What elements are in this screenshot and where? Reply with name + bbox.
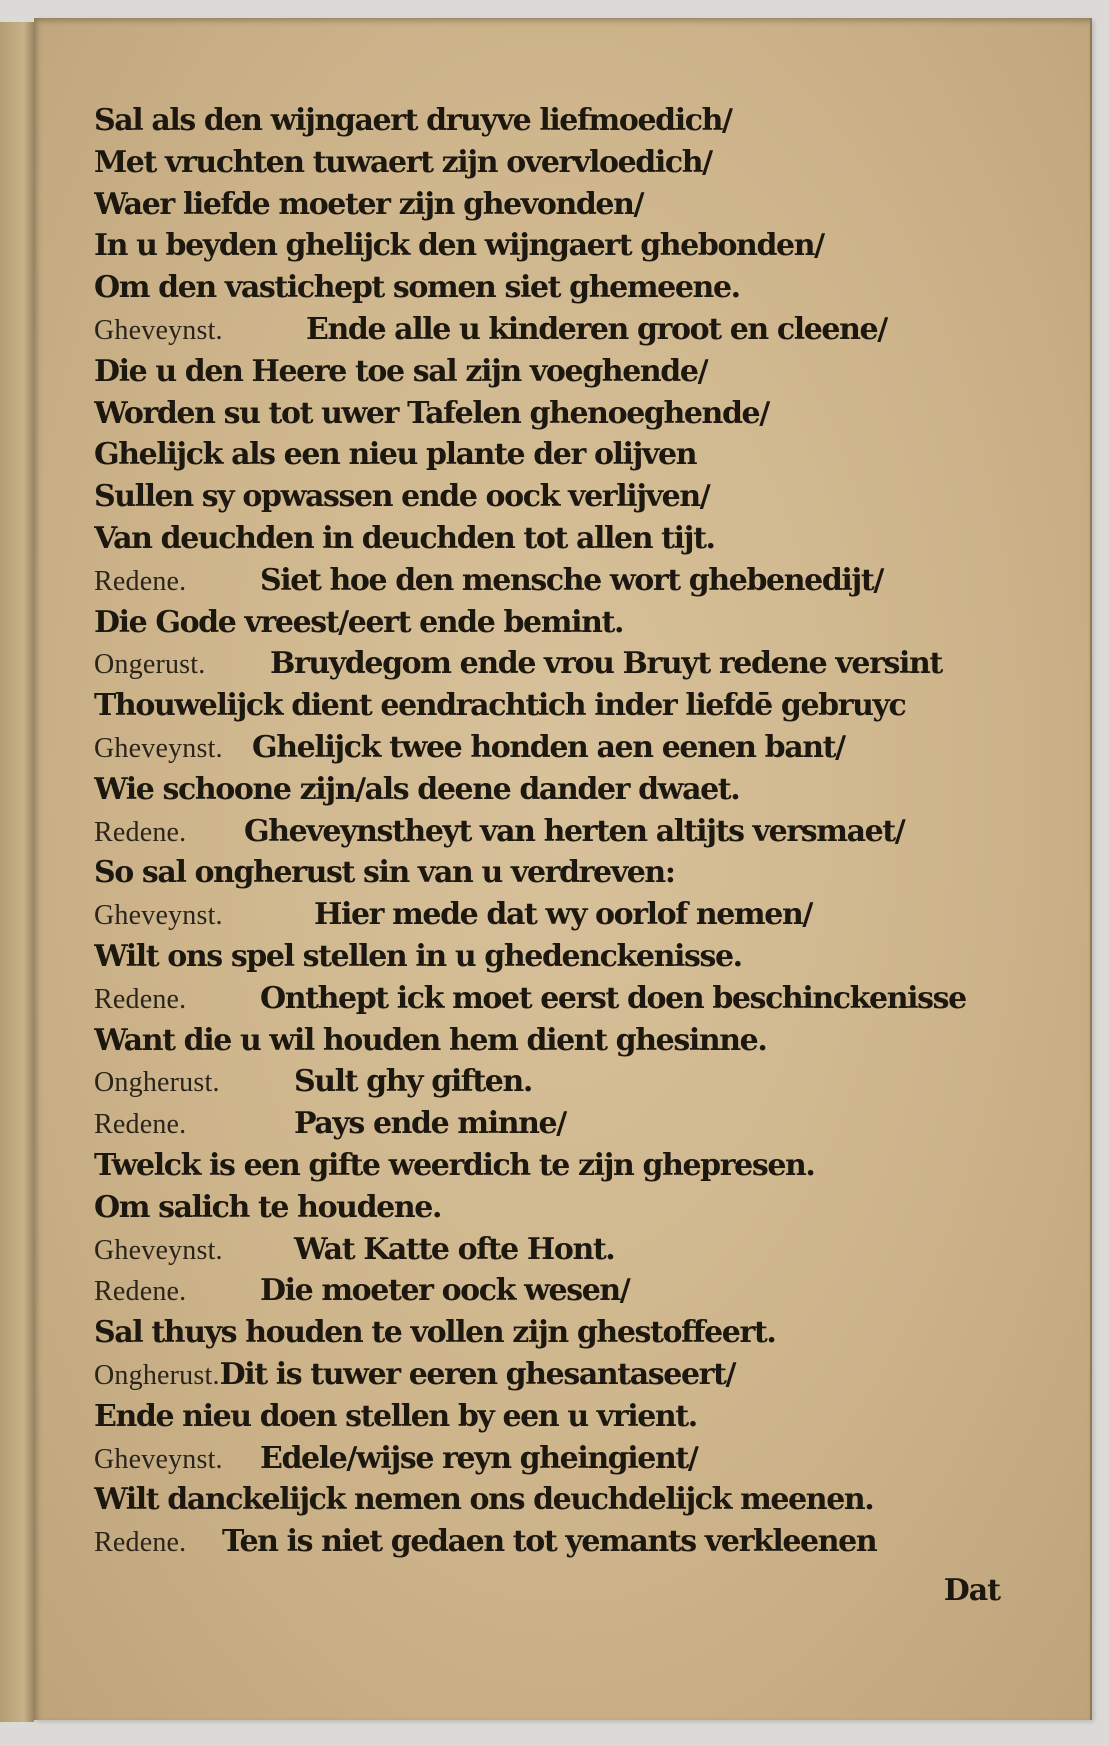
speaker-label: Ongherust. [94,1359,220,1391]
book-page [34,18,1092,1720]
verse-line [94,560,1054,602]
verse-line [94,1145,1054,1187]
line-text: Ende nieu doen stellen by een u vrient. [94,1398,697,1434]
verse-line [94,1396,1054,1438]
verse-line [94,602,1054,644]
verse-line [94,1270,1054,1312]
verse-line [94,142,1054,184]
line-text: Die u den Heere toe sal zijn voeghende/ [94,353,708,389]
line-text: Worden su tot uwer Tafelen ghenoeghende/ [94,395,769,431]
line-text: Onthept ick moet eerst doen beschinckenisse [260,980,966,1016]
line-text: Wilt danckelijck nemen ons deuchdelijck meenen. [94,1482,874,1518]
verse-line [94,1312,1054,1354]
line-text: Waer liefde moeter zijn ghevonden/ [94,186,644,222]
line-text: So sal ongherust sin van u verdreven: [94,855,675,891]
verse-line [94,1187,1054,1229]
verse-line [94,267,1054,309]
verse-line [94,476,1054,518]
line-text: Thouwelijck dient eendrachtich inder liefdē gebruyc [94,688,906,724]
line-text: Sal als den wijngaert druyve liefmoedich/ [94,103,732,138]
line-text: Gheveynstheyt van herten altijts versmaet/ [244,813,905,849]
verse-line [94,811,1054,853]
speaker-label: Gheveynst. [94,1443,223,1475]
line-text: Ende alle u kinderen groot en cleene/ [306,311,887,347]
line-text: Sal thuys houden te vollen zijn ghestoffeert. [94,1315,776,1351]
verse-line [94,852,1054,894]
verse-line [94,518,1054,560]
verse-line [94,769,1054,811]
verse-line [94,727,1054,769]
verse-line [94,309,1054,351]
verse-line [94,978,1054,1020]
line-text: Die moeter oock wesen/ [260,1273,630,1309]
verse-line [94,643,1054,685]
line-text: Pays ende minne/ [294,1106,566,1142]
verse-line [94,184,1054,226]
line-text: Hier mede dat wy oorlof nemen/ [314,897,812,933]
line-text: Ghelijck twee honden aen eenen bant/ [252,729,845,765]
verse-text [94,100,1054,1563]
line-text: Die Gode vreest/eert ende bemint. [94,604,624,640]
line-text: Bruydegom ende vrou Bruyt redene versint [270,646,942,682]
line-text: Ghelijck als een nieu plante der olijven [94,437,697,473]
verse-line [94,1438,1054,1480]
line-text: Wie schoone zijn/als deene dander dwaet. [94,771,740,807]
speaker-label: Gheveynst. [94,1234,223,1266]
line-text: Sult ghy giften. [294,1064,532,1100]
line-text: Sullen sy opwassen ende oock verlijven/ [94,479,710,515]
speaker-label: Redene. [94,983,187,1015]
line-text: Edele/wijse reyn gheingient/ [260,1440,698,1476]
speaker-label: Redene. [94,1109,187,1141]
verse-line [94,1103,1054,1145]
verse-line [94,894,1054,936]
speaker-label: Ongerust. [94,649,206,681]
speaker-label: Redene. [94,1527,187,1559]
line-text: Want die u wil houden hem dient ghesinne. [94,1022,767,1058]
verse-line [94,434,1054,476]
line-text: In u beyden ghelijck den wijngaert ghebonden/ [94,228,824,264]
verse-line [94,685,1054,727]
line-text: Om salich te houdene. [94,1189,441,1225]
line-text: Om den vastichept somen siet ghemeene. [94,270,740,306]
speaker-label: Gheveynst. [94,900,223,932]
catchword: Dat [943,1573,1000,1608]
verse-line [94,1061,1054,1103]
verse-line [94,1354,1054,1396]
verse-line [94,1229,1054,1271]
verse-line [94,100,1054,142]
speaker-label: Gheveynst. [94,314,223,346]
verse-line [94,936,1054,978]
speaker-label: Ongherust. [94,1067,220,1099]
verse-line [94,393,1054,435]
line-text: Van deuchden in deuchden tot allen tijt. [94,520,715,556]
previous-page-edge [0,22,34,1722]
verse-line [94,351,1054,393]
verse-line [94,1479,1054,1521]
line-text: Met vruchten tuwaert zijn overvloedich/ [94,144,712,180]
speaker-label: Redene. [94,1276,187,1308]
line-text: Twelck is een gifte weerdich te zijn ghepresen. [94,1147,815,1183]
verse-line [94,1521,1054,1563]
speaker-label: Gheveynst. [94,732,223,764]
line-text: Dit is tuwer eeren ghesantaseert/ [219,1356,736,1392]
line-text: Wilt ons spel stellen in u ghedenckenisse. [94,938,742,974]
speaker-label: Redene. [94,816,187,848]
line-text: Wat Katte ofte Hont. [294,1231,615,1267]
verse-line [94,1020,1054,1062]
line-text: Siet hoe den mensche wort ghebenedijt/ [260,562,883,598]
verse-line [94,225,1054,267]
speaker-label: Redene. [94,565,187,597]
line-text: Ten is niet gedaen tot yemants verkleenen [222,1524,877,1560]
